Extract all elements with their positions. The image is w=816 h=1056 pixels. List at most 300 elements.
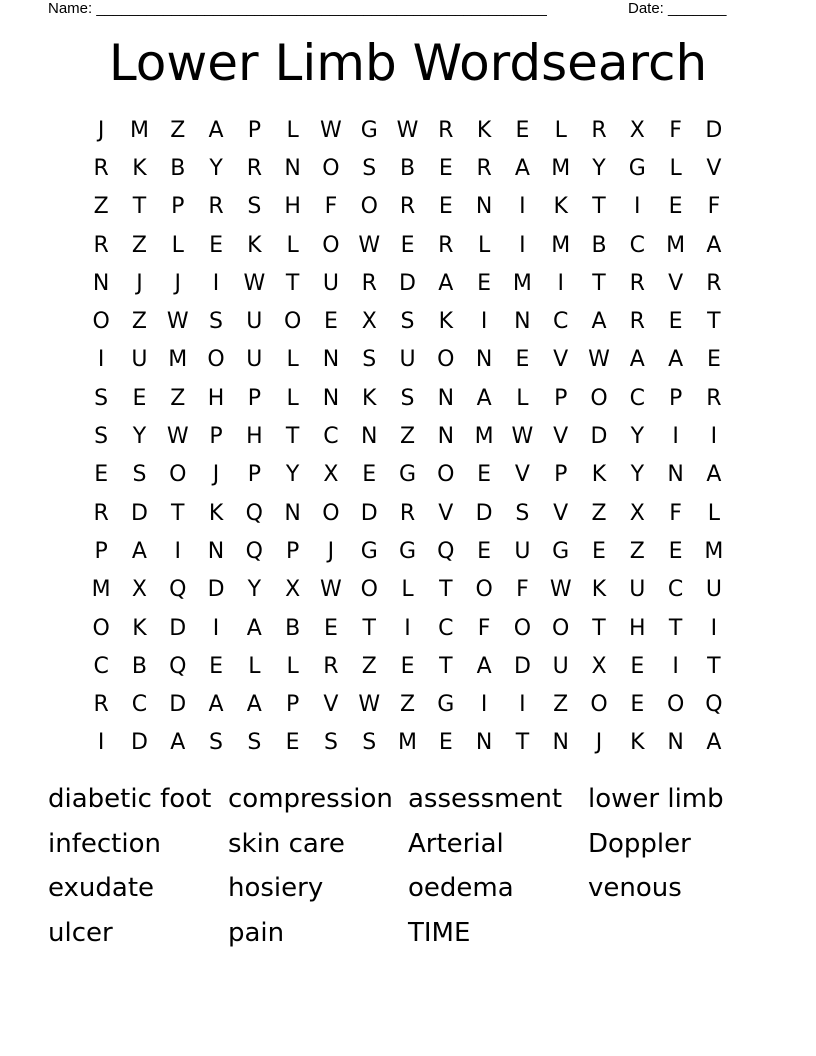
grid-letter: C — [629, 232, 645, 258]
grid-letter: T — [285, 270, 300, 296]
grid-letter: P — [668, 385, 683, 411]
grid-letter: N — [322, 385, 340, 411]
grid-letter: G — [398, 462, 417, 488]
grid-letter: M — [91, 577, 111, 603]
grid-letter: I — [97, 730, 105, 756]
grid-letter: E — [477, 538, 492, 564]
grid-letter: E — [94, 462, 109, 488]
grid-letter: O — [590, 692, 608, 718]
letter-grid — [82, 111, 733, 762]
grid-letter: M — [512, 270, 532, 296]
grid-letter: X — [629, 500, 645, 526]
grid-letter: S — [247, 194, 262, 220]
grid-letter: C — [629, 385, 645, 411]
grid-letter: U — [705, 577, 722, 603]
grid-letter: S — [209, 309, 224, 335]
word-list-item: oedema — [408, 873, 514, 903]
grid-letter: D — [475, 500, 493, 526]
grid-letter: X — [591, 653, 607, 679]
grid-letter: Y — [630, 462, 645, 488]
grid-letter: T — [592, 270, 606, 296]
grid-letter: R — [93, 500, 109, 526]
grid-letter: F — [477, 615, 491, 641]
grid-letter: U — [629, 577, 646, 603]
grid-letter: W — [588, 347, 610, 373]
grid-letter: B — [399, 155, 416, 181]
grid-letter: U — [131, 347, 148, 373]
grid-letter: O — [283, 309, 302, 335]
grid-letter: G — [437, 692, 455, 718]
grid-letter: I — [519, 692, 526, 718]
grid-letter: A — [131, 538, 147, 564]
grid-letter: M — [474, 424, 494, 450]
grid-letter: S — [400, 385, 415, 411]
grid-letter: V — [553, 424, 569, 450]
grid-letter: D — [513, 653, 531, 679]
grid-letter: K — [553, 194, 568, 220]
grid-letter: P — [247, 117, 261, 143]
grid-letter: A — [476, 653, 492, 679]
grid-letter: L — [669, 155, 682, 181]
grid-letter: B — [170, 155, 186, 181]
grid-letter: F — [669, 117, 682, 143]
grid-letter: T — [707, 309, 721, 335]
word-list-item: Doppler — [588, 828, 691, 859]
grid-letter: Z — [93, 194, 109, 220]
grid-letter: P — [247, 462, 261, 488]
grid-letter: E — [592, 538, 606, 564]
grid-letter: P — [247, 385, 261, 411]
grid-letter: A — [438, 270, 454, 296]
grid-letter: S — [362, 347, 377, 373]
grid-letter: H — [284, 194, 301, 220]
grid-letter: I — [174, 538, 181, 564]
grid-letter: G — [398, 538, 417, 564]
word-list-item: diabetic foot — [48, 784, 212, 814]
grid-letter: Q — [245, 538, 263, 564]
grid-letter: R — [399, 500, 416, 526]
grid-letter: P — [554, 385, 568, 411]
grid-letter: E — [132, 385, 147, 411]
grid-letter: U — [246, 309, 263, 335]
grid-letter: N — [475, 347, 493, 373]
grid-letter: W — [511, 424, 534, 450]
grid-letter: Y — [247, 577, 262, 603]
grid-letter: E — [209, 653, 223, 679]
grid-letter: A — [476, 385, 492, 411]
grid-letter: I — [710, 424, 718, 450]
grid-letter: G — [360, 117, 378, 143]
grid-letter: F — [324, 194, 338, 220]
grid-letter: O — [360, 194, 378, 220]
grid-letter: O — [666, 692, 685, 718]
grid-letter: A — [208, 117, 224, 143]
grid-letter: Y — [592, 155, 606, 181]
grid-letter: I — [212, 615, 220, 641]
grid-letter: L — [248, 653, 261, 679]
word-list-item: lower limb — [588, 784, 724, 814]
grid-letter: N — [437, 385, 455, 411]
grid-letter: K — [132, 615, 147, 641]
grid-letter: P — [285, 692, 300, 718]
grid-letter: E — [285, 730, 300, 756]
grid-letter: E — [706, 347, 721, 373]
grid-letter: C — [323, 424, 339, 450]
grid-letter: V — [323, 692, 339, 718]
grid-letter: T — [362, 615, 376, 641]
grid-letter: V — [438, 500, 454, 526]
grid-letter: O — [207, 347, 225, 373]
grid-letter: C — [667, 577, 684, 603]
grid-letter: Z — [361, 653, 377, 679]
grid-letter: R — [438, 232, 454, 258]
grid-letter: F — [516, 577, 529, 603]
grid-letter: I — [519, 232, 526, 258]
grid-letter: D — [399, 270, 416, 296]
grid-letter: M — [398, 730, 418, 756]
grid-letter: W — [549, 577, 572, 603]
grid-letter: K — [591, 462, 607, 488]
grid-letter: H — [629, 615, 646, 641]
grid-letter: D — [130, 730, 148, 756]
grid-letter: H — [207, 385, 225, 411]
grid-letter: L — [554, 117, 567, 143]
grid-letter: D — [169, 615, 187, 641]
word-list-item: exudate — [48, 873, 155, 903]
grid-letter: Z — [131, 309, 147, 335]
grid-letter: B — [285, 615, 301, 641]
grid-letter: R — [93, 692, 109, 718]
grid-letter: W — [396, 117, 419, 143]
word-list-item: TIME — [408, 917, 471, 948]
grid-letter: O — [437, 462, 455, 488]
grid-letter: K — [476, 117, 492, 143]
grid-letter: T — [707, 653, 721, 679]
grid-letter: E — [668, 194, 683, 220]
grid-letter: O — [322, 500, 340, 526]
grid-letter: W — [358, 692, 381, 718]
grid-letter: X — [323, 462, 339, 488]
grid-letter: D — [590, 424, 608, 450]
grid-letter: K — [247, 232, 262, 258]
word-list-item: Arterial — [408, 828, 504, 859]
grid-letter: S — [94, 424, 109, 450]
grid-letter: W — [243, 270, 266, 296]
grid-letter: R — [93, 155, 109, 181]
grid-letter: D — [169, 692, 187, 718]
grid-letter: K — [630, 730, 645, 756]
word-list-item: skin care — [228, 828, 345, 859]
grid-letter: I — [404, 615, 411, 641]
grid-letter: L — [286, 117, 299, 143]
grid-letter: M — [551, 155, 571, 181]
grid-letter: N — [475, 194, 493, 220]
grid-letter: A — [706, 730, 722, 756]
word-list-item: hosiery — [228, 873, 324, 903]
grid-letter: P — [554, 462, 568, 488]
grid-letter: K — [208, 500, 224, 526]
grid-letter: Z — [399, 692, 416, 718]
grid-letter: E — [668, 309, 683, 335]
grid-letter: T — [439, 653, 453, 679]
grid-letter: O — [92, 615, 110, 641]
grid-letter: N — [667, 730, 684, 756]
grid-letter: S — [247, 730, 262, 756]
grid-letter: E — [477, 270, 492, 296]
grid-letter: E — [209, 232, 223, 258]
grid-letter: C — [93, 653, 109, 679]
grid-letter: L — [477, 232, 491, 258]
grid-letter: T — [285, 424, 300, 450]
grid-letter: M — [129, 117, 149, 143]
grid-letter: Z — [170, 117, 186, 143]
grid-letter: S — [362, 730, 377, 756]
grid-letter: X — [131, 577, 147, 603]
word-list-item: infection — [48, 828, 161, 859]
grid-letter: E — [438, 155, 453, 181]
grid-letter: X — [629, 117, 645, 143]
grid-letter: T — [668, 615, 683, 641]
grid-letter: N — [514, 309, 531, 335]
grid-letter: M — [704, 538, 724, 564]
grid-letter: L — [286, 347, 299, 373]
grid-letter: N — [360, 424, 378, 450]
grid-letter: T — [592, 615, 606, 641]
grid-letter: X — [361, 309, 377, 335]
grid-letter: I — [672, 653, 679, 679]
grid-letter: S — [362, 155, 377, 181]
word-list-item: ulcer — [48, 917, 113, 948]
grid-letter: P — [171, 194, 185, 220]
grid-letter: J — [136, 270, 143, 296]
grid-letter: A — [706, 462, 722, 488]
grid-letter: R — [706, 270, 722, 296]
grid-letter: V — [706, 155, 722, 181]
grid-letter: T — [132, 194, 147, 220]
grid-letter: I — [480, 692, 488, 718]
grid-letter: E — [400, 653, 415, 679]
grid-letter: D — [207, 577, 225, 603]
grid-letter: B — [131, 653, 147, 679]
grid-letter: I — [480, 309, 488, 335]
grid-letter: G — [360, 538, 378, 564]
grid-letter: E — [668, 538, 683, 564]
grid-letter: E — [515, 117, 530, 143]
grid-letter: W — [166, 309, 189, 335]
name-field-label: Name: ______________________________________________________ — [48, 0, 547, 17]
grid-letter: R — [208, 194, 224, 220]
grid-letter: N — [552, 730, 569, 756]
grid-letter: G — [628, 155, 646, 181]
grid-letter: N — [475, 730, 493, 756]
grid-letter: D — [360, 500, 378, 526]
grid-letter: V — [668, 270, 684, 296]
grid-letter: V — [553, 347, 569, 373]
grid-letter: X — [285, 577, 301, 603]
grid-letter: R — [361, 270, 377, 296]
grid-letter: T — [515, 730, 530, 756]
grid-letter: G — [552, 538, 570, 564]
grid-letter: Q — [245, 500, 263, 526]
grid-letter: A — [591, 309, 607, 335]
grid-letter: P — [94, 538, 108, 564]
grid-letter: R — [629, 270, 645, 296]
grid-letter: S — [515, 500, 530, 526]
grid-letter: K — [591, 577, 607, 603]
grid-letter: J — [327, 538, 335, 564]
date-field-label: Date: _______ — [628, 0, 727, 17]
grid-letter: Y — [132, 424, 147, 450]
grid-letter: E — [323, 309, 338, 335]
grid-letter: L — [286, 232, 299, 258]
grid-letter: O — [475, 577, 493, 603]
grid-letter: R — [399, 194, 416, 220]
grid-letter: O — [322, 232, 340, 258]
grid-letter: R — [246, 155, 262, 181]
grid-letter: Z — [629, 538, 645, 564]
grid-letter: N — [667, 462, 684, 488]
grid-letter: J — [212, 462, 220, 488]
grid-letter: C — [438, 615, 454, 641]
grid-letter: W — [320, 117, 342, 143]
grid-letter: V — [514, 462, 530, 488]
word-list — [48, 777, 768, 955]
grid-letter: S — [94, 385, 109, 411]
grid-letter: W — [358, 232, 381, 258]
grid-letter: O — [513, 615, 532, 641]
grid-letter: M — [666, 232, 686, 258]
grid-letter: E — [438, 194, 453, 220]
grid-letter: W — [320, 577, 342, 603]
grid-letter: F — [707, 194, 721, 220]
grid-letter: R — [323, 653, 339, 679]
grid-letter: K — [438, 309, 454, 335]
grid-letter: S — [132, 462, 147, 488]
grid-letter: E — [438, 730, 453, 756]
grid-letter: I — [634, 194, 641, 220]
grid-letter: C — [553, 309, 569, 335]
grid-letter: E — [515, 347, 530, 373]
grid-letter: P — [209, 424, 223, 450]
grid-letter: R — [93, 232, 109, 258]
grid-letter: W — [166, 424, 189, 450]
grid-letter: P — [285, 538, 300, 564]
grid-letter: R — [438, 117, 454, 143]
page-title: Lower Limb Wordsearch — [108, 34, 708, 92]
grid-letter: R — [476, 155, 492, 181]
grid-letter: Q — [169, 653, 187, 679]
grid-letter: Q — [437, 538, 455, 564]
grid-letter: H — [246, 424, 263, 450]
grid-letter: J — [595, 730, 603, 756]
grid-letter: E — [630, 692, 645, 718]
grid-letter: U — [514, 538, 531, 564]
grid-letter: V — [553, 500, 569, 526]
grid-letter: T — [171, 500, 185, 526]
grid-letter: C — [131, 692, 148, 718]
grid-letter: Z — [553, 692, 569, 718]
grid-letter: N — [437, 424, 455, 450]
grid-letter: R — [591, 117, 607, 143]
grid-letter: U — [246, 347, 263, 373]
grid-letter: O — [92, 309, 110, 335]
grid-letter: M — [168, 347, 188, 373]
grid-letter: A — [668, 347, 684, 373]
grid-letter: I — [519, 194, 526, 220]
grid-letter: A — [514, 155, 530, 181]
grid-letter: B — [591, 232, 607, 258]
grid-letter: N — [322, 347, 340, 373]
grid-letter: A — [706, 232, 722, 258]
grid-letter: I — [672, 424, 679, 450]
grid-letter: L — [171, 232, 184, 258]
grid-letter: N — [284, 155, 301, 181]
grid-letter: Z — [170, 385, 186, 411]
grid-letter: E — [630, 653, 645, 679]
grid-letter: O — [322, 155, 340, 181]
grid-letter: N — [207, 538, 225, 564]
grid-letter: I — [97, 347, 105, 373]
grid-letter: A — [208, 692, 224, 718]
grid-letter: U — [552, 653, 569, 679]
grid-letter: Q — [169, 577, 187, 603]
grid-letter: I — [710, 615, 718, 641]
grid-letter: F — [669, 500, 682, 526]
grid-letter: J — [174, 270, 181, 296]
grid-letter: A — [170, 730, 186, 756]
word-list-item: assessment — [408, 784, 563, 814]
grid-letter: L — [286, 385, 299, 411]
grid-letter: Y — [630, 424, 645, 450]
grid-letter: Z — [131, 232, 147, 258]
word-list-item: compression — [228, 784, 393, 814]
grid-letter: J — [97, 117, 105, 143]
grid-letter: R — [706, 385, 722, 411]
grid-letter: E — [477, 462, 492, 488]
grid-letter: S — [323, 730, 338, 756]
grid-letter: Y — [285, 462, 300, 488]
grid-letter: Z — [591, 500, 607, 526]
grid-letter: A — [246, 615, 262, 641]
grid-letter: O — [360, 577, 378, 603]
word-list-item: pain — [228, 917, 285, 948]
grid-letter: D — [130, 500, 148, 526]
grid-letter: E — [400, 232, 415, 258]
grid-letter: A — [246, 692, 262, 718]
grid-letter: E — [323, 615, 338, 641]
grid-letter: U — [399, 347, 416, 373]
grid-letter: O — [437, 347, 455, 373]
grid-letter: R — [629, 309, 645, 335]
grid-letter: D — [705, 117, 723, 143]
grid-letter: L — [401, 577, 414, 603]
grid-letter: Y — [209, 155, 223, 181]
grid-letter: L — [516, 385, 529, 411]
grid-letter: N — [284, 500, 301, 526]
grid-letter: A — [629, 347, 645, 373]
grid-letter: S — [400, 309, 415, 335]
grid-letter: M — [551, 232, 571, 258]
grid-letter: T — [439, 577, 453, 603]
grid-letter: K — [362, 385, 377, 411]
grid-letter: Q — [705, 692, 723, 718]
grid-letter: T — [592, 194, 606, 220]
grid-letter: U — [322, 270, 339, 296]
grid-letter: I — [212, 270, 220, 296]
header-line — [48, 0, 748, 20]
grid-letter: N — [92, 270, 110, 296]
grid-letter: L — [707, 500, 721, 526]
